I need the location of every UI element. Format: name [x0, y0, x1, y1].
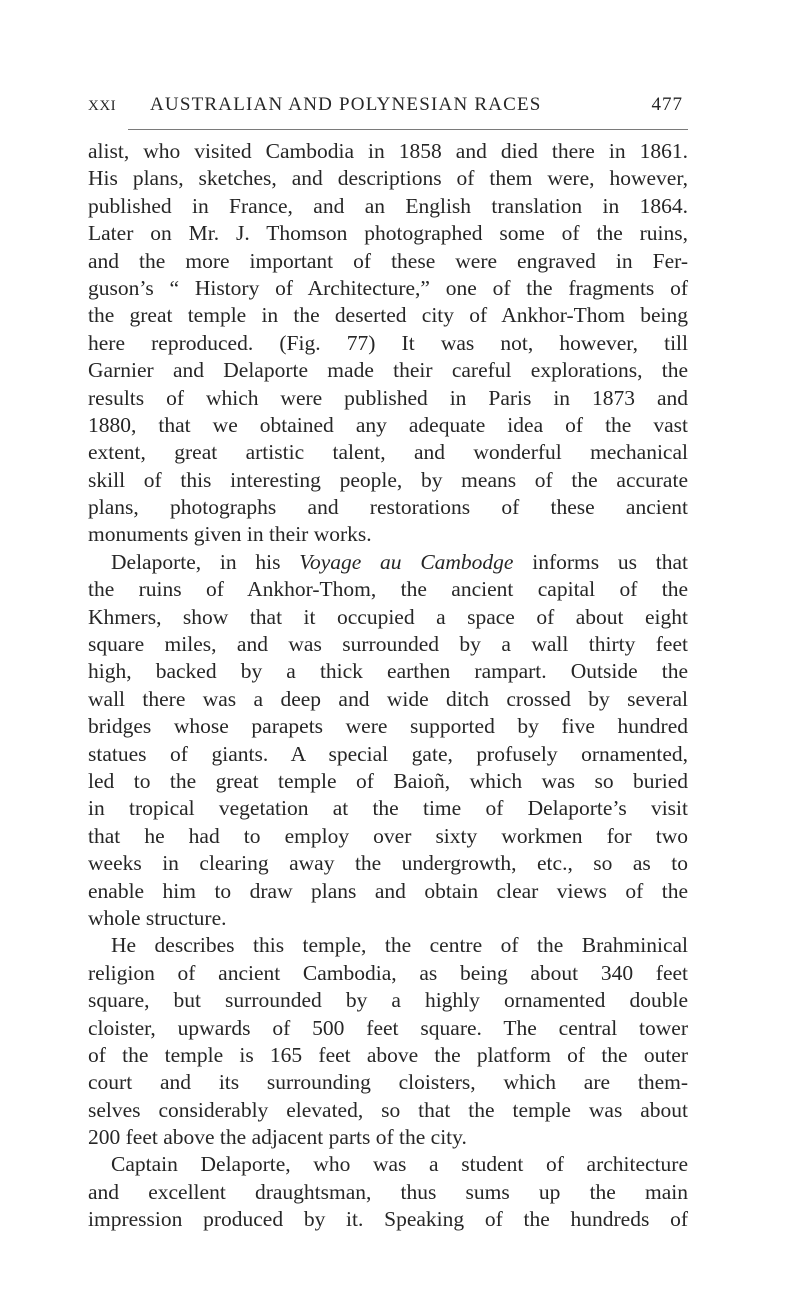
- text-line: weeks in clearing away the undergrowth, etc., so as to: [88, 851, 688, 876]
- text-line: Later on Mr. J. Thomson photographed some of the ruins,: [88, 221, 688, 246]
- text-line: skill of this interesting people, by means of the accurate: [88, 467, 688, 492]
- text-line: high, backed by a thick earthen rampart. Outside the: [88, 659, 688, 684]
- text-line: the great temple in the deserted city of Ankhor-Thom being: [88, 303, 688, 328]
- body-text: [88, 138, 688, 1234]
- text-line: impression produced by it. Speaking of the hundreds of: [88, 1207, 688, 1232]
- text-line: of the temple is 165 feet above the platform of the outer: [88, 1042, 688, 1067]
- text-line: led to the great temple of Baioñ, which was so buried: [88, 768, 688, 793]
- text-line: wall there was a deep and wide ditch crossed by several: [88, 686, 688, 711]
- text-line: monuments given in their works.: [88, 522, 372, 547]
- text-line: 1880, that we obtained any adequate idea of the vast: [88, 412, 688, 437]
- text-line: Garnier and Delaporte made their careful explorations, the: [88, 358, 688, 383]
- text-line: His plans, sketches, and descriptions of them were, however,: [88, 166, 688, 191]
- text-line: alist, who visited Cambodia in 1858 and died there in 1861.: [88, 139, 688, 163]
- text-line: the ruins of Ankhor-Thom, the ancient capital of the: [88, 577, 688, 602]
- chapter-number: XXI: [88, 98, 117, 114]
- text-line: 200 feet above the adjacent parts of the city.: [88, 1125, 467, 1150]
- text-line: plans, photographs and restorations of these ancient: [88, 495, 688, 520]
- text-line: and excellent draughtsman, thus sums up the main: [88, 1179, 688, 1204]
- text-line: religion of ancient Cambodia, as being about 340 feet: [88, 960, 688, 985]
- text-line: cloister, upwards of 500 feet square. The central tower: [88, 1015, 688, 1040]
- running-title: AUSTRALIAN AND POLYNESIAN RACES: [150, 94, 542, 115]
- book-title-italic: Voyage au Cambodge: [299, 549, 514, 574]
- text-line: that he had to employ over sixty workmen for two: [88, 823, 688, 848]
- page-number: 477: [651, 94, 683, 115]
- text-line-with-italic: [88, 549, 688, 576]
- text-line: Khmers, show that it occupied a space of about eight: [88, 604, 688, 629]
- text-line: He describes this temple, the centre of the Brahminical: [111, 933, 688, 958]
- text-line: guson’s “ History of Architecture,” one of the fragments of: [88, 275, 688, 300]
- text-line: whole structure.: [88, 905, 227, 930]
- text-line: here reproduced. (Fig. 77) It was not, however, till: [88, 330, 688, 355]
- text-line: enable him to draw plans and obtain clear views of the: [88, 878, 688, 903]
- running-head: [88, 92, 683, 126]
- text-line: square, but surrounded by a highly ornamented double: [88, 988, 688, 1013]
- text-line: published in France, and an English translation in 1864.: [88, 193, 688, 218]
- text-line: in tropical vegetation at the time of Delaporte’s visit: [88, 796, 688, 821]
- text-line: court and its surrounding cloisters, which are them-: [88, 1070, 688, 1095]
- text-line: selves considerably elevated, so that the temple was about: [88, 1097, 688, 1122]
- text-line: Captain Delaporte, who was a student of architecture: [111, 1152, 688, 1177]
- text-line: results of which were published in Paris in 1873 and: [88, 385, 688, 410]
- text-line: bridges whose parapets were supported by five hundred: [88, 714, 688, 739]
- italic-line-after: informs us that: [513, 549, 688, 574]
- text-line: statues of giants. A special gate, profusely ornamented,: [88, 741, 688, 766]
- header-rule: [128, 129, 688, 130]
- text-line: square miles, and was surrounded by a wall thirty feet: [88, 632, 688, 657]
- text-line: and the more important of these were engraved in Fer-: [88, 248, 688, 273]
- text-line: extent, great artistic talent, and wonderful mechanical: [88, 440, 688, 465]
- italic-line-before: Delaporte, in his: [111, 549, 300, 574]
